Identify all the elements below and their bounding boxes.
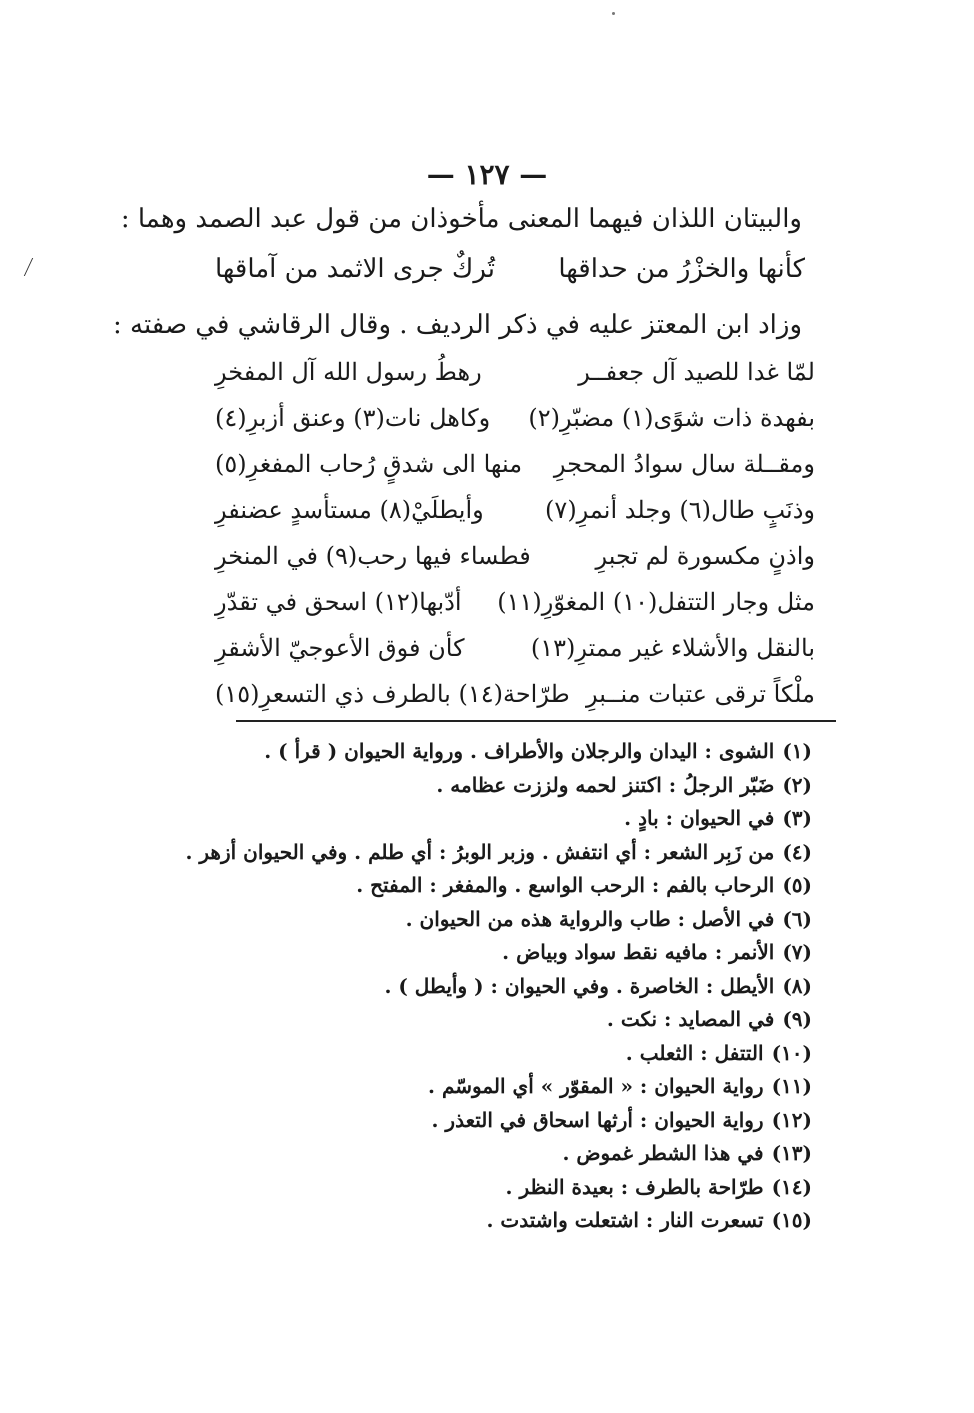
opening-couplet xyxy=(215,254,805,294)
verse-line xyxy=(215,634,815,680)
footnote-number: (٩) xyxy=(782,1007,812,1031)
verse-second-hemistich: رهطُ رسول الله آل المفخرِ xyxy=(215,358,482,386)
footnote-number: (١٠) xyxy=(771,1040,812,1065)
footnote-item xyxy=(172,769,812,803)
footnote-text: في الحيوان : بادٍ . xyxy=(624,806,775,830)
footnote-number: (١٣) xyxy=(771,1141,812,1165)
verse-second-hemistich: وأيطلَيْ(٨) مستأسدٍ عضنفرِ xyxy=(215,496,484,524)
footnote-text: الرحاب بالفم : الرحب الواسع . والمفغر : المفتح . xyxy=(356,873,775,897)
verse-second-hemistich: أدّبها(١٢) اسحق في تقدّرِ xyxy=(215,588,462,616)
verse-line xyxy=(215,358,815,404)
footnote-number: (٤) xyxy=(782,839,812,864)
footnote-text: رواية الحيوان : أرثها اسحاق في التعذر . xyxy=(431,1107,764,1132)
footnote-item xyxy=(172,1070,812,1104)
footnote-text: ضَبّر الرجلُ : اكتنز لحمه ولززت عظامه . xyxy=(436,772,775,797)
footnote-number: (٦) xyxy=(782,906,812,931)
footnote-item xyxy=(172,936,812,970)
speck-mark xyxy=(612,12,615,15)
verse-second-hemistich: وكاهل نات(٣) وعنق أزبرِ(٤) xyxy=(215,404,491,432)
opening-couplet-first-hemistich: كأنها والخزْرُ من حداقها xyxy=(558,254,805,284)
footnote-number: (٢) xyxy=(782,772,812,797)
footnote-text: في هذا الشطر غموض . xyxy=(562,1141,764,1165)
footnotes xyxy=(172,735,812,1238)
footnote-number: (١) xyxy=(782,739,812,763)
footnote-item xyxy=(172,970,812,1004)
footnote-text: التتفل : الثعلب . xyxy=(625,1040,764,1065)
footnote-text: الأنمر : مافيه نقط سواد وبياض . xyxy=(502,940,775,964)
footnote-item xyxy=(172,1204,812,1238)
footnote-item xyxy=(172,869,812,903)
footnote-text: في المصايد : نكت . xyxy=(606,1007,775,1031)
verse-first-hemistich: ملْكاً ترقى عتبات منــبرِ xyxy=(585,680,815,708)
footnote-number: (١٥) xyxy=(771,1208,812,1232)
verse-first-hemistich: واذنٍ مكسورة لم تجبرِ xyxy=(595,542,815,570)
footnote-text: من زَبِر الشعر : أي انتفش . وزبر الوبرُ : أي طلم . وفي الحيوان أزهر . xyxy=(185,839,775,864)
footnote-item xyxy=(172,1037,812,1071)
poem xyxy=(215,358,815,726)
footnote-number: (١٢) xyxy=(771,1107,812,1132)
verse-line xyxy=(215,542,815,588)
verse-second-hemistich: فطساء فيها رحب(٩) في المنخرِ xyxy=(215,542,531,570)
footnote-number: (٧) xyxy=(782,940,812,964)
footnote-item xyxy=(172,903,812,937)
verse-line xyxy=(215,404,815,450)
verse-line xyxy=(215,450,815,496)
footnote-item xyxy=(172,1104,812,1138)
footnote-item xyxy=(172,735,812,769)
footnote-number: (٥) xyxy=(782,873,812,897)
intro-paragraph: والبيتان اللذان فيهما المعنى مأخوذان من قول عبد الصمد وهما : xyxy=(120,204,802,234)
footnote-item xyxy=(172,1003,812,1037)
footnote-separator xyxy=(236,720,836,722)
verse-first-hemistich: لمّا غدا للصيد آل جعفــر xyxy=(578,358,815,386)
footnote-item xyxy=(172,1171,812,1205)
verse-line xyxy=(215,496,815,542)
verse-first-hemistich: ومقــلة سال سوادُ المحجرِ xyxy=(553,450,815,478)
footnote-text: الأيطل : الخاصرة . وفي الحيوان : ( وأيطل ) . xyxy=(384,973,775,998)
footnote-number: (١١) xyxy=(771,1074,812,1098)
verse-first-hemistich: مثل وجار التتفل(١٠) المغوّرِ(١١) xyxy=(497,588,815,616)
footnote-text: في الأصل : طاب والرواية هذه من الحيوان . xyxy=(405,906,775,931)
footnote-number: (٣) xyxy=(782,806,812,830)
footnote-number: (١٤) xyxy=(771,1174,812,1199)
verse-first-hemistich: وذنَبٍ طال(٦) وجلد أنمرِ(٧) xyxy=(545,496,815,524)
opening-couplet-second-hemistich: تُركٌ جرى الاثمد من آماقها xyxy=(215,254,495,284)
page-number: — ١٢٧ — xyxy=(426,158,548,191)
verse-line xyxy=(215,588,815,634)
footnote-text: طرّاحة بالطرف : بعيدة النظر . xyxy=(505,1174,764,1199)
footnote-text: رواية الحيوان : « المقوّر » أي الموسّم . xyxy=(428,1074,764,1098)
footnote-item xyxy=(172,802,812,836)
footnote-text: تسعرت النار : اشتعلت واشتدت . xyxy=(486,1208,764,1232)
transition-paragraph: وزاد ابن المعتز عليه في ذكر الرديف . وقال الرقاشي في صفته : xyxy=(112,310,802,340)
verse-second-hemistich: كأن فوق الأعوجيّ الأشقرِ xyxy=(215,634,465,662)
footnote-text: الشوى : اليدان والرجلان والأطراف . ورواية الحيوان ( قرأ ) . xyxy=(264,739,775,763)
verse-first-hemistich: بالنقل والأشلاء غير ممترِ(١٣) xyxy=(530,634,815,662)
verse-second-hemistich: منها الى شدقٍ رُحاب المفغرِ(٥) xyxy=(215,450,523,478)
verse-second-hemistich: طرّاحة(١٤) بالطرف ذي التسعرِ(١٥) xyxy=(215,680,570,708)
margin-pencil-mark xyxy=(24,258,43,276)
verse-first-hemistich: بفهدة ذات شوًى(١) مضبّرِ(٢) xyxy=(528,404,815,432)
footnote-number: (٨) xyxy=(782,973,812,998)
footnote-item xyxy=(172,1137,812,1171)
footnote-item xyxy=(172,836,812,870)
